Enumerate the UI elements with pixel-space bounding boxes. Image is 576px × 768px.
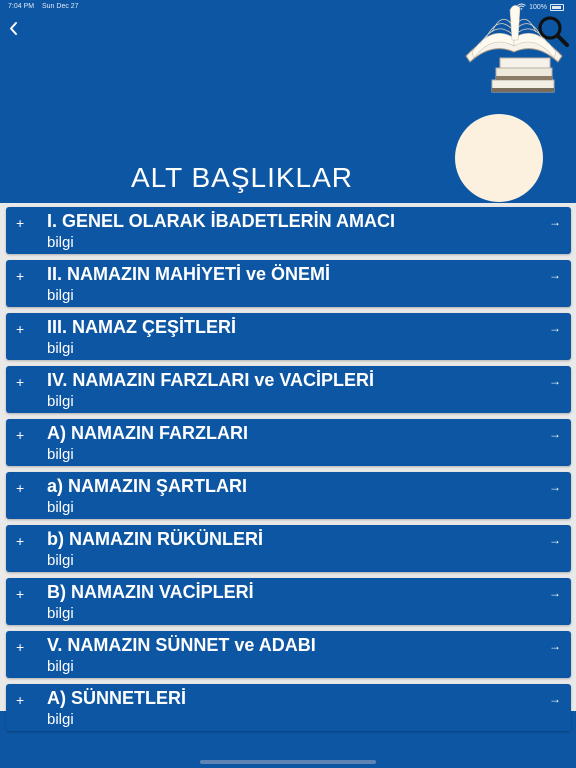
list-item-subtitle: bilgi	[47, 605, 74, 622]
arrow-right-icon: →	[549, 639, 561, 653]
list-item-subtitle: bilgi	[47, 446, 74, 463]
list-item-subtitle: bilgi	[47, 393, 74, 410]
list-item[interactable]	[6, 631, 571, 678]
search-button[interactable]	[536, 14, 570, 48]
list-item-title: I. GENEL OLARAK İBADETLERİN AMACI	[47, 211, 396, 231]
list-item[interactable]	[6, 207, 571, 254]
list-item-subtitle: bilgi	[47, 287, 74, 304]
arrow-right-icon: →	[549, 427, 561, 441]
plus-icon: +	[16, 215, 25, 231]
list-item-title: B) NAMAZIN VACİPLERİ	[47, 582, 254, 602]
list-item[interactable]	[6, 578, 571, 625]
page-title: ALT BAŞLIKLAR	[130, 162, 354, 193]
plus-icon: +	[16, 533, 25, 549]
list-item[interactable]	[6, 313, 571, 360]
plus-icon: +	[16, 480, 25, 496]
list-item-subtitle: bilgi	[47, 552, 74, 569]
list-item[interactable]	[6, 684, 571, 731]
plus-icon: +	[16, 427, 25, 443]
home-indicator[interactable]	[200, 760, 376, 764]
list-item[interactable]	[6, 419, 571, 466]
plus-icon: +	[16, 268, 25, 284]
plus-icon: +	[16, 586, 25, 602]
subtopic-list[interactable]	[0, 203, 576, 728]
arrow-right-icon: →	[549, 586, 561, 600]
arrow-right-icon: →	[549, 321, 561, 335]
chevron-left-icon	[6, 18, 20, 38]
arrow-right-icon: →	[549, 480, 561, 494]
list-item-title: V. NAMAZIN SÜNNET ve ADABI	[47, 635, 316, 655]
list-item-title: b) NAMAZIN RÜKÜNLERİ	[47, 529, 263, 549]
status-time: 7:04 PM	[8, 3, 35, 10]
list-item-title: A) SÜNNETLERİ	[47, 688, 186, 708]
arrow-right-icon: →	[549, 215, 561, 229]
list-item-title: III. NAMAZ ÇEŞİTLERİ	[47, 317, 236, 337]
list-item-title: II. NAMAZIN MAHİYETİ ve ÖNEMİ	[47, 264, 331, 284]
plus-icon: +	[16, 321, 25, 337]
list-item[interactable]	[6, 472, 571, 519]
list-item[interactable]	[6, 366, 571, 413]
list-item-title: IV. NAMAZIN FARZLARI ve VACİPLERİ	[47, 370, 375, 390]
list-item-subtitle: bilgi	[47, 340, 74, 357]
back-button[interactable]	[6, 18, 22, 40]
list-item-subtitle: bilgi	[47, 658, 74, 675]
plus-icon: +	[16, 374, 25, 390]
list-item-title: a) NAMAZIN ŞARTLARI	[47, 476, 247, 496]
list-item-subtitle: bilgi	[47, 234, 74, 251]
magnifier-icon	[536, 14, 570, 48]
list-item[interactable]	[6, 260, 571, 307]
list-item[interactable]	[6, 525, 571, 572]
list-item-title: A) NAMAZIN FARZLARI	[47, 423, 248, 443]
arrow-right-icon: →	[549, 533, 561, 547]
list-item-subtitle: bilgi	[47, 711, 74, 728]
status-date: Sun Dec 27	[42, 3, 79, 10]
arrow-right-icon: →	[549, 692, 561, 706]
plus-icon: +	[16, 692, 25, 708]
plus-icon: +	[16, 639, 25, 655]
arrow-right-icon: →	[549, 268, 561, 282]
list-item-subtitle: bilgi	[47, 499, 74, 516]
arrow-right-icon: →	[549, 374, 561, 388]
battery-percentage: 100%	[529, 4, 547, 11]
